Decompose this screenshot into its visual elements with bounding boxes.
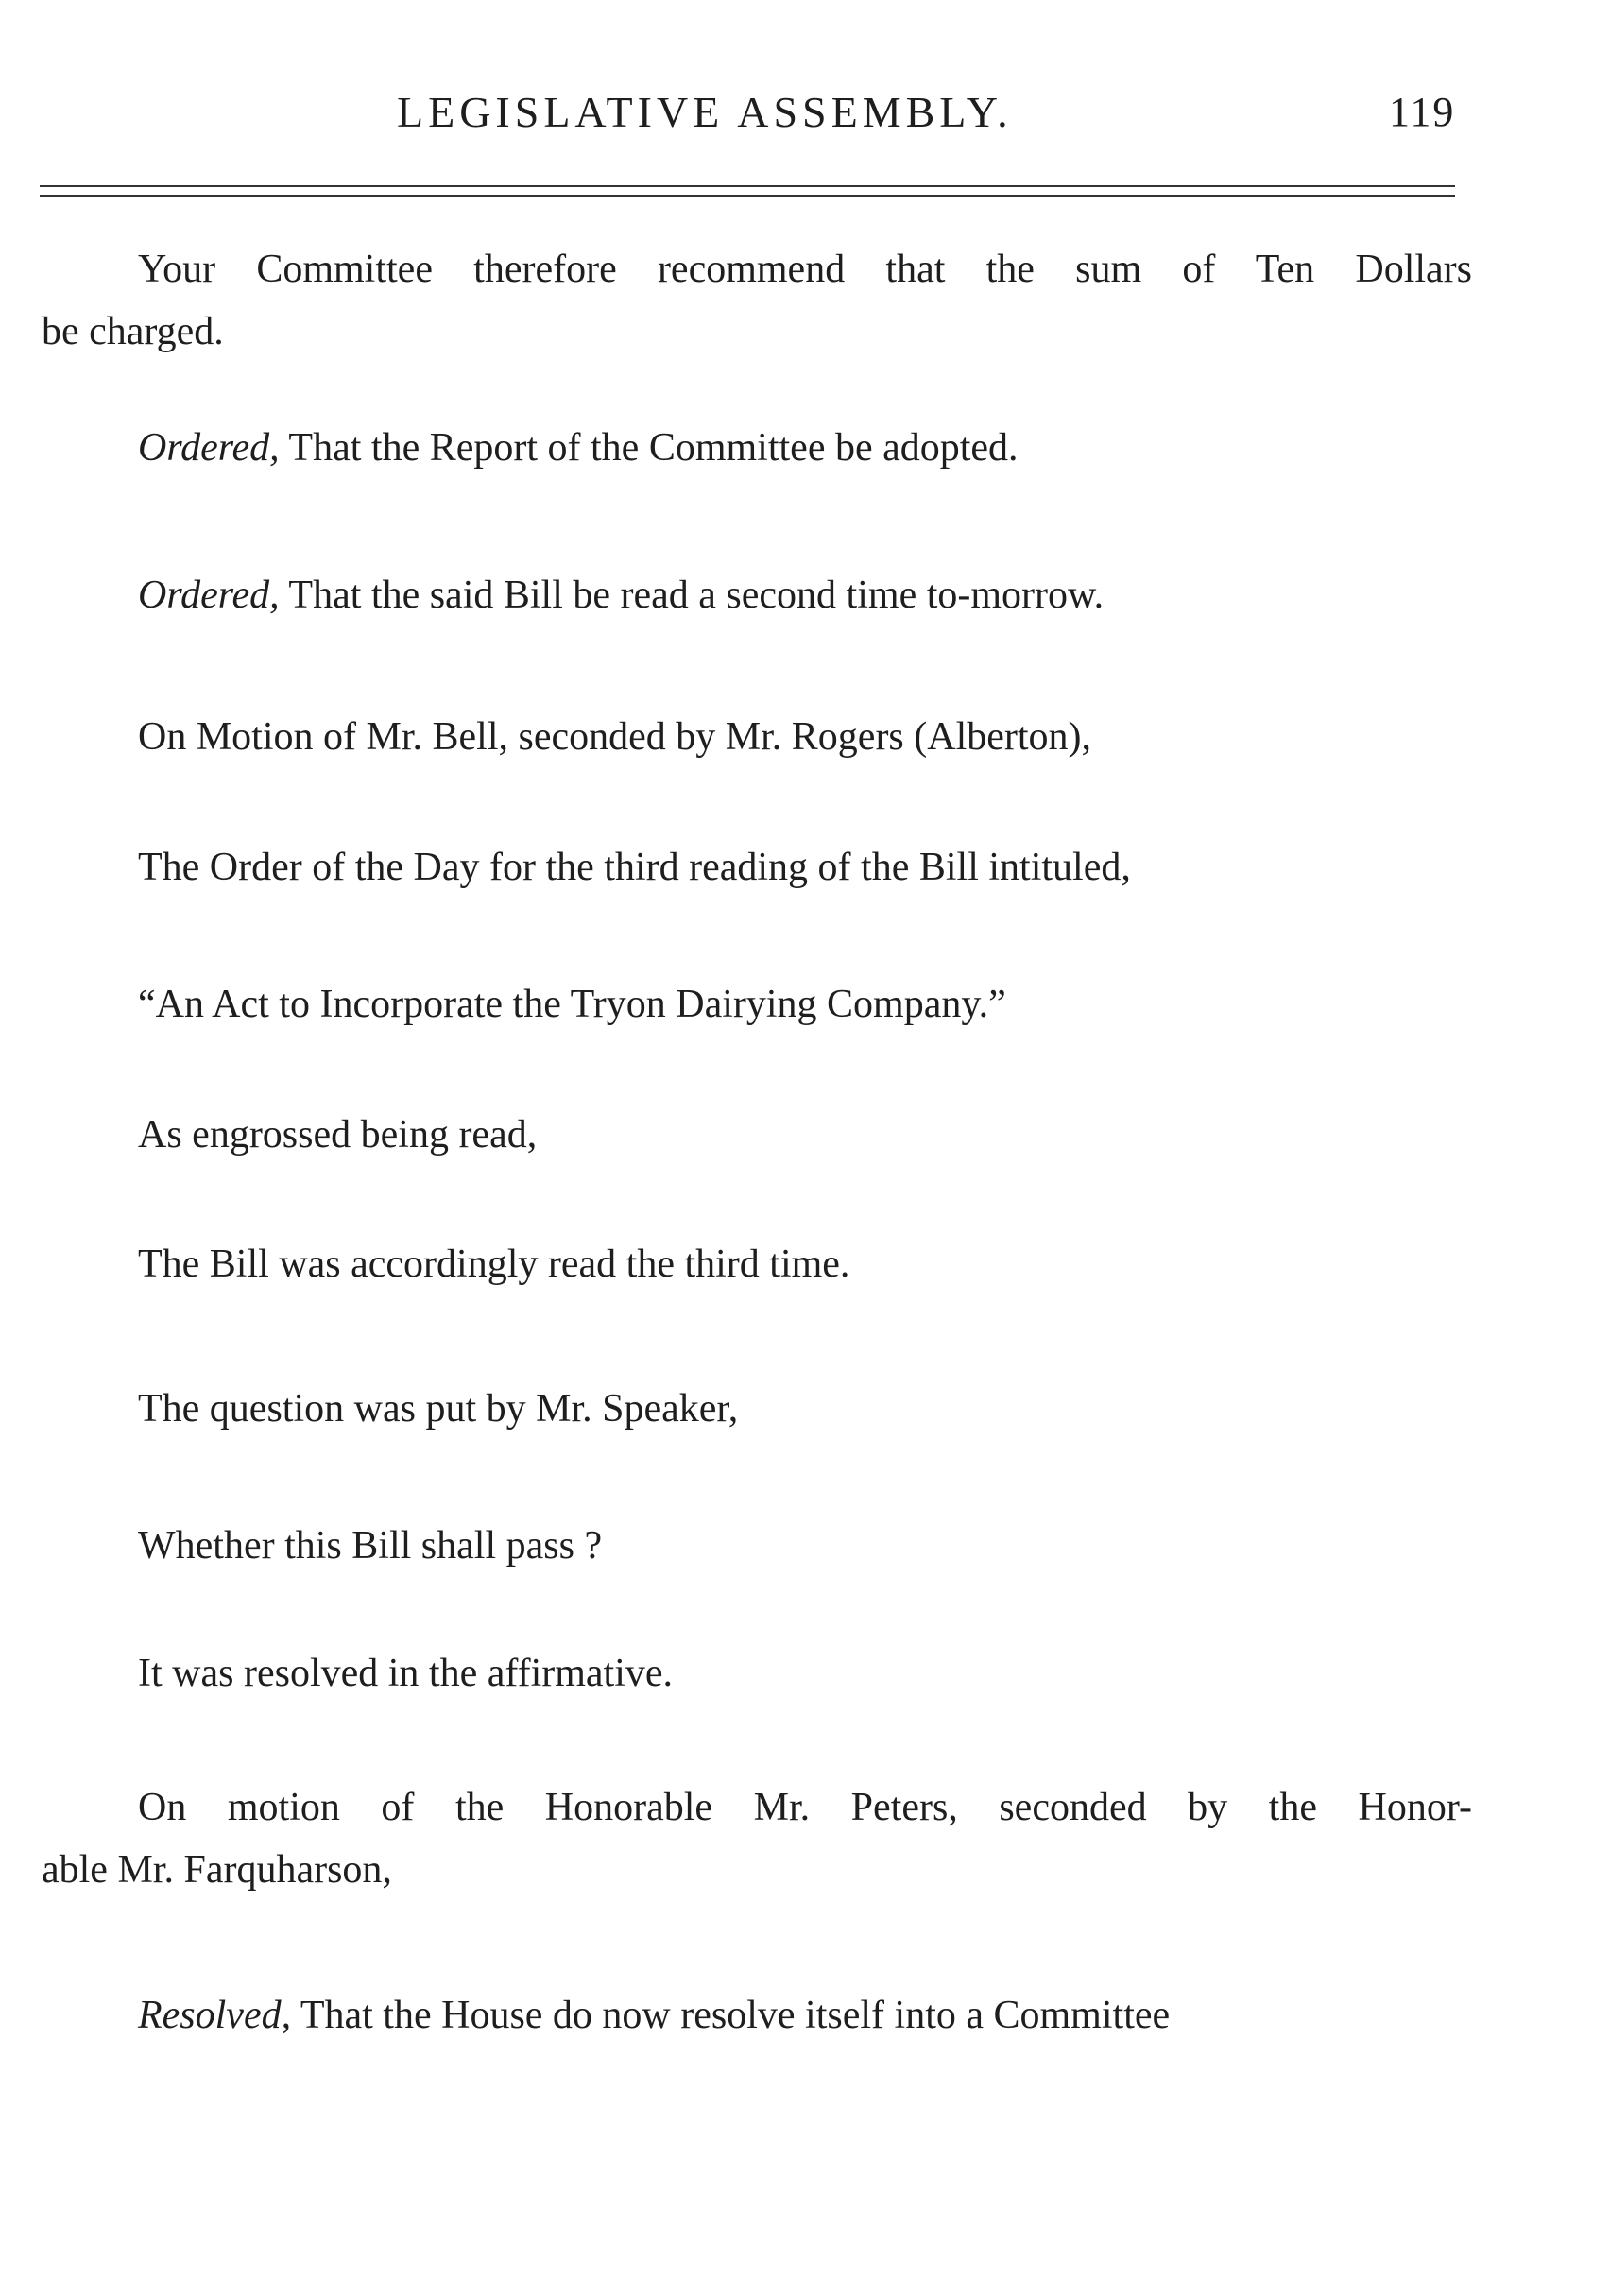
paragraph-third-reading: The Bill was accordingly read the third time. bbox=[138, 1242, 850, 1286]
paragraph-motion-bell: On Motion of Mr. Bell, seconded by Mr. Rogers (Alberton), bbox=[138, 715, 1092, 759]
paragraph-engrossed: As engrossed being read, bbox=[138, 1113, 538, 1157]
paragraph-resolved-committee bbox=[42, 1984, 1568, 2047]
page-number: 119 bbox=[1389, 89, 1456, 135]
paragraph-line: Your Committee therefore recommend that the sum of Ten Dollars bbox=[138, 248, 1472, 291]
paragraph-order-second-reading bbox=[42, 564, 1568, 626]
paragraph-order-report-adopted bbox=[42, 417, 1568, 479]
italic-lead: Ordered, bbox=[138, 574, 280, 617]
paragraph-text: That the Report of the Committee be adopted. bbox=[279, 426, 1019, 470]
paragraph-line: be charged. bbox=[42, 310, 224, 353]
paragraph-line: On motion of the Honorable Mr. Peters, seconded by the Honor- bbox=[138, 1786, 1472, 1829]
header-rule-bottom bbox=[40, 195, 1455, 197]
paragraph-bill-pass-question: Whether this Bill shall pass ? bbox=[138, 1524, 603, 1568]
paragraph-line: able Mr. Farquharson, bbox=[42, 1848, 392, 1892]
paragraph-act-title: “An Act to Incorporate the Tryon Dairying Company.” bbox=[138, 983, 1006, 1026]
page-title: LEGISLATIVE ASSEMBLY. bbox=[397, 88, 1013, 136]
paragraph-committee-recommendation bbox=[42, 238, 1472, 363]
paragraph-text: That the House do now resolve itself into a Committee bbox=[291, 1994, 1171, 2037]
paragraph-resolved-affirmative: It was resolved in the affirmative. bbox=[138, 1652, 674, 1695]
paragraph-question-put: The question was put by Mr. Speaker, bbox=[138, 1387, 739, 1431]
paragraph-motion-peters bbox=[42, 1776, 1472, 1901]
paragraph-text: That the said Bill be read a second time to-morrow. bbox=[279, 574, 1105, 617]
running-head bbox=[0, 79, 1610, 146]
italic-lead: Resolved, bbox=[138, 1994, 292, 2037]
italic-lead: Ordered, bbox=[138, 426, 280, 470]
header-rule-top bbox=[40, 185, 1455, 187]
paragraph-order-of-the-day: The Order of the Day for the third reading of the Bill intituled, bbox=[138, 846, 1131, 889]
